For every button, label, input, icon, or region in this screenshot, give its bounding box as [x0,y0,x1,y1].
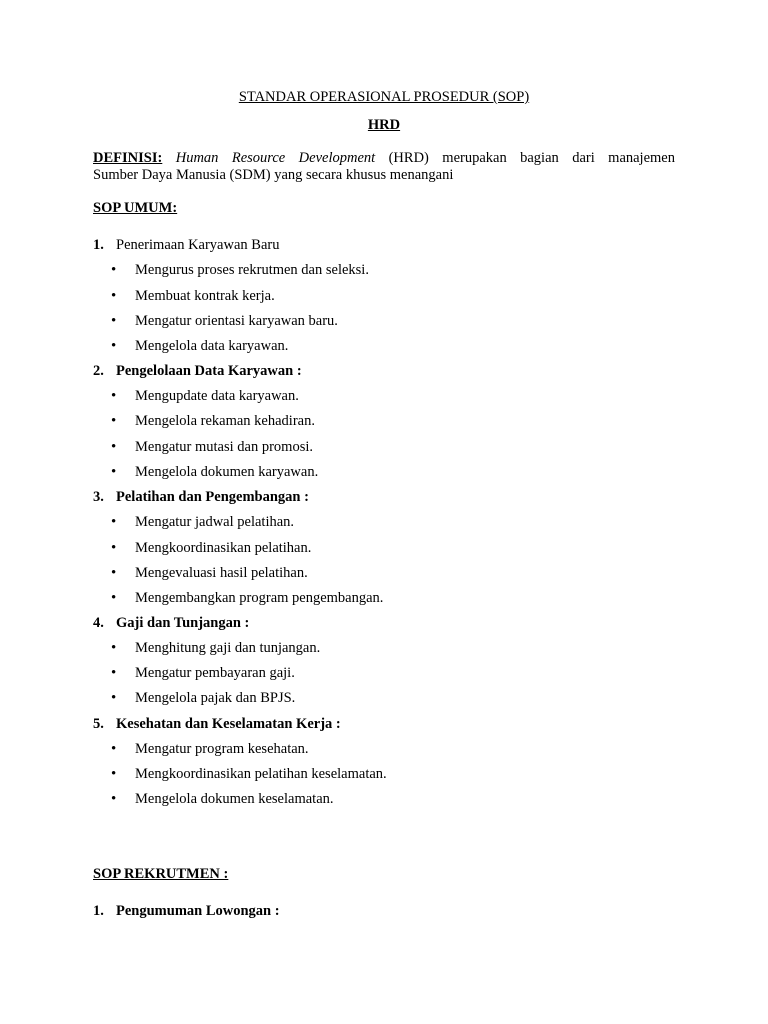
bullet-icon: • [111,262,117,278]
section-number: 1. [93,903,104,919]
bullet-icon: • [111,388,117,404]
section-title: Pengelolaan Data Karyawan : [116,363,302,379]
list-item [111,313,338,330]
section-number: 1. [93,237,104,253]
list-item-text: Mengelola data karyawan. [135,338,289,354]
section-heading [93,903,280,920]
list-item-text: Mengevaluasi hasil pelatihan. [135,565,308,581]
bullet-icon: • [111,413,117,429]
definition-text-line2: Sumber Daya Manusia (SDM) yang secara khusus menangani [93,167,454,183]
list-item [111,590,383,607]
list-item [111,262,369,279]
section-heading [93,237,279,254]
list-item [111,540,311,557]
definition-label: DEFINISI: [93,150,163,166]
sop-umum-heading: SOP UMUM: [93,200,178,216]
bullet-icon: • [111,741,117,757]
list-item-text: Mengatur pembayaran gaji. [135,665,295,681]
definition-term: Human Resource Development [175,150,376,166]
bullet-icon: • [111,766,117,782]
section-title: Pelatihan dan Pengembangan : [116,489,309,505]
bullet-icon: • [111,791,117,807]
bullet-icon: • [111,338,117,354]
section-title: Kesehatan dan Keselamatan Kerja : [116,716,341,732]
section-heading [93,615,249,632]
section-title: Penerimaan Karyawan Baru [116,237,280,253]
list-item [111,565,308,582]
list-item-text: Mengembangkan program pengembangan. [135,590,384,606]
list-item [111,766,387,783]
list-item-text: Mengelola pajak dan BPJS. [135,690,296,706]
section-heading [93,489,309,506]
bullet-icon: • [111,640,117,656]
document-title: STANDAR OPERASIONAL PROSEDUR (SOP) [238,89,530,105]
bullet-icon: • [111,590,117,606]
list-item-text: Menghitung gaji dan tunjangan. [135,640,321,656]
bullet-icon: • [111,514,117,530]
section-heading [93,716,341,733]
list-item-text: Mengatur jadwal pelatihan. [135,514,295,530]
list-item-text: Mengupdate data karyawan. [135,388,299,404]
list-item [111,665,295,682]
bullet-icon: • [111,690,117,706]
bullet-icon: • [111,464,117,480]
list-item [111,741,309,758]
bullet-icon: • [111,540,117,556]
section-number: 3. [93,489,104,505]
bullet-icon: • [111,665,117,681]
sop-rekrutmen-heading: SOP REKRUTMEN : [93,866,229,882]
section-number: 2. [93,363,104,379]
list-item [111,791,334,808]
section-number: 5. [93,716,104,732]
list-item-text: Mengelola dokumen keselamatan. [135,791,334,807]
list-item-text: Mengatur mutasi dan promosi. [135,439,314,455]
list-item-text: Mengkoordinasikan pelatihan keselamatan. [135,766,387,782]
list-item-text: Mengelola dokumen karyawan. [135,464,319,480]
definition-paragraph [93,150,675,167]
list-item-text: Membuat kontrak kerja. [135,288,275,304]
list-item [111,288,275,305]
list-item [111,464,318,481]
list-item-text: Mengelola rekaman kehadiran. [135,413,315,429]
list-item-text: Mengatur orientasi karyawan baru. [135,313,338,329]
list-item [111,640,320,657]
list-item [111,439,313,456]
section-title: Gaji dan Tunjangan : [116,615,250,631]
bullet-icon: • [111,288,117,304]
list-item-text: Mengurus proses rekrutmen dan seleksi. [135,262,369,278]
section-title: Pengumuman Lowongan : [116,903,280,919]
list-item-text: Mengkoordinasikan pelatihan. [135,540,312,556]
section-heading [93,363,302,380]
list-item-text: Mengatur program kesehatan. [135,741,309,757]
bullet-icon: • [111,565,117,581]
section-number: 4. [93,615,104,631]
list-item [111,388,299,405]
list-item [111,338,288,355]
document-subtitle: HRD [367,117,401,133]
list-item [111,413,315,430]
definition-text: (HRD) merupakan bagian dari manajemen [388,150,675,166]
list-item [111,514,294,531]
bullet-icon: • [111,313,117,329]
bullet-icon: • [111,439,117,455]
list-item [111,690,295,707]
